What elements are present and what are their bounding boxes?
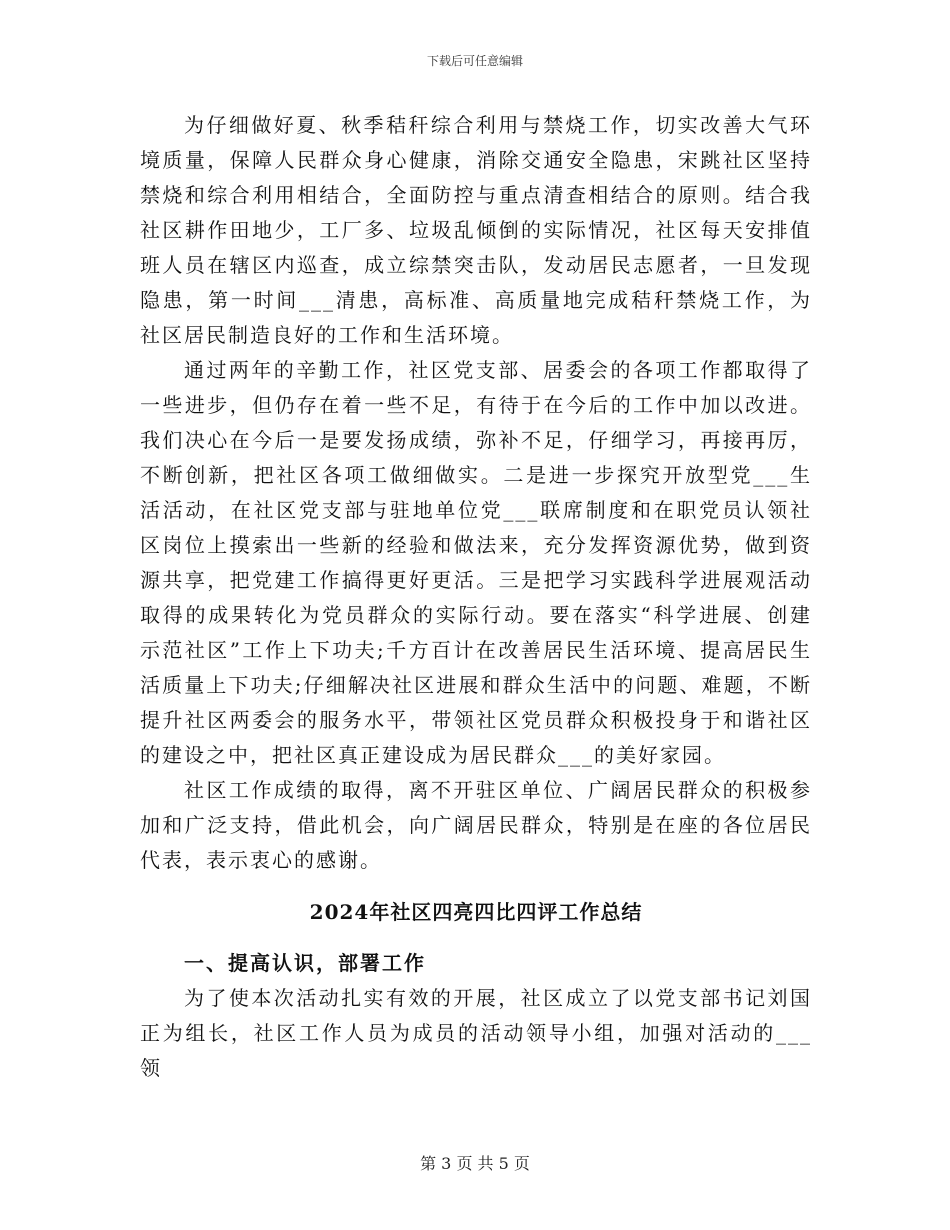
page-number: 第 3 页 共 5 页 [420, 1154, 530, 1173]
paragraph-straw-burning: 为仔细做好夏、秋季秸秆综合利用与禁烧工作，切实改善大气环境质量，保障人民群众身心健康，消除交通安全隐患，宋跳社区坚持禁烧和综合利用相结合，全面防控与重点清查相结合的原则。结合我社区耕作田地少，工厂多、垃圾乱倾倒的实际情况，社区每天安排值班人员在辖区内巡查，成立综禁突击队，发动居民志愿者，一旦发现隐患，第一时间___清患，高标准、高质量地完成秸秆禁烧工作，为社区居民制造良好的工作和生活环境。 [140, 113, 812, 347]
section-title: 2024年社区四亮四比四评工作总结 [309, 900, 643, 924]
page-header: 下载后可任意编辑 [426, 54, 523, 68]
paragraph-progress-and-plans: 通过两年的辛勤工作，社区党支部、居委会的各项工作都取得了一些进步，但仍存在着一些不足，有待于在今后的工作中加以改进。我们决心在今后一是要发扬成绩，弥补不足，仔细学习，再接再厉，不断创新，把社区各项工做细做实。二是进一步探究开放型党___生活活动，在社区党支部与驻地单位党___联席制度和在职党员认领社区岗位上摸索出一些新的经验和做法来，充分发挥资源优势，做到资源共享，把党建工作搞得更好更活。三是把学习实践科学进展观活动取得的成果转化为党员群众的实际行动。要在落实“科学进展、创建示范社区”工作上下功夫;千方百计在改善居民生活环境、提高居民生活质量上下功夫;仔细解决社区进展和群众生活中的问题、难题，不断提升社区两委会的服务水平，带领社区党员群众积极投身于和谐社区的建设之中，把社区真正建设成为居民群众___的美好家园。 [140, 358, 812, 767]
document-body [140, 108, 812, 1086]
paragraph-acknowledgement: 社区工作成绩的取得，离不开驻区单位、广阔居民群众的积极参加和广泛支持，借此机会，向广阔居民群众，特别是在座的各位居民代表，表示衷心的感谢。 [140, 778, 812, 872]
paragraph-leadership-group: 为了使本次活动扎实有效的开展，社区成立了以党支部书记刘国正为组长，社区工作人员为成员的活动领导小组，加强对活动的___领 [140, 986, 812, 1080]
section-subtitle: 一、提高认识，部署工作 [184, 951, 426, 975]
